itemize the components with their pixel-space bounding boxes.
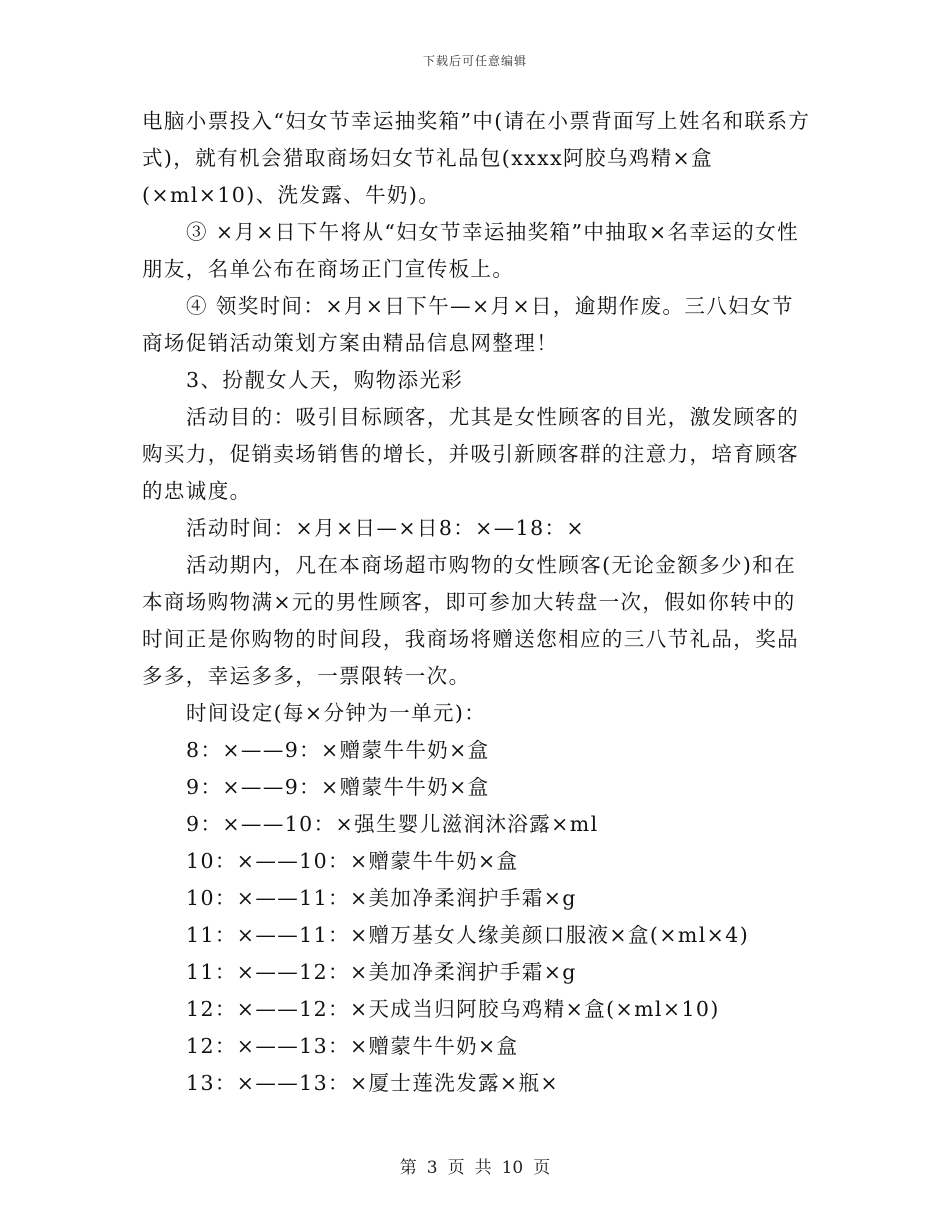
schedule-item: 9：×——10：×强生婴儿滋润沐浴露×ml	[186, 812, 599, 836]
schedule-item: 9：×——9：×赠蒙牛牛奶×盒	[186, 775, 490, 799]
paragraph-raffle-entry: 电脑小票投入“妇女节幸运抽奖箱”中(请在小票背面写上姓名和联系方式)，就有机会猎取商场妇女节礼品包(xxxx阿胶乌鸡精×盒(×ml×10)、洗发露、牛奶)。	[142, 109, 811, 207]
schedule-item: 12：×——13：×赠蒙牛牛奶×盒	[186, 1034, 519, 1058]
page-footer	[0, 1153, 950, 1178]
section-heading: 3、扮靓女人天，购物添光彩	[186, 368, 464, 392]
page-label-prefix: 第	[399, 1158, 417, 1178]
schedule-item: 11：×——12：×美加净柔润护手霜×g	[186, 960, 577, 984]
paragraph-draw-announcement: ③ ×月×日下午将从“妇女节幸运抽奖箱”中抽取×名幸运的女性朋友，名单公布在商场正门宣传板上。	[142, 220, 800, 281]
schedule-item: 8：×——9：×赠蒙牛牛奶×盒	[186, 738, 490, 762]
page-label-mid: 页	[447, 1158, 465, 1178]
current-page-number: 3	[426, 1158, 438, 1178]
paragraph-activity-time: 活动时间：×月×日—×日8：×—18：×	[186, 516, 586, 540]
page-header-note: 下载后可任意编辑	[422, 54, 527, 68]
total-prefix: 共	[474, 1158, 492, 1178]
document-body	[142, 103, 812, 1102]
paragraph-time-setting: 时间设定(每×分钟为一单元)：	[186, 701, 487, 725]
page-label-suffix: 页	[533, 1158, 551, 1178]
schedule-item: 12：×——12：×天成当归阿胶乌鸡精×盒(×ml×10)	[186, 997, 720, 1021]
schedule-item: 10：×——11：×美加净柔润护手霜×g	[186, 886, 577, 910]
schedule-item: 13：×——13：×厦士莲洗发露×瓶×	[186, 1071, 559, 1095]
schedule-item: 10：×——10：×赠蒙牛牛奶×盒	[186, 849, 519, 873]
paragraph-activity-purpose: 活动目的：吸引目标顾客，尤其是女性顾客的目光，激发顾客的购买力，促销卖场销售的增长，并吸引新顾客群的注意力，培育顾客的忠诚度。	[142, 405, 800, 503]
paragraph-prize-claim-time: ④ 领奖时间：×月×日下午—×月×日，逾期作废。三八妇女节商场促销活动策划方案由精品信息网整理！	[142, 294, 794, 355]
paragraph-activity-rules: 活动期内，凡在本商场超市购物的女性顾客(无论金额多少)和在本商场购物满×元的男性顾客，即可参加大转盘一次，假如你转中的时间正是你购物的时间段，我商场将赠送您相应的三八节礼品，奖品多多，幸运多多，一票限转一次。	[142, 553, 799, 688]
total-pages-number: 10	[501, 1158, 524, 1178]
schedule-item: 11：×——11：×赠万基女人缘美颜口服液×盒(×ml×4)	[186, 923, 750, 947]
